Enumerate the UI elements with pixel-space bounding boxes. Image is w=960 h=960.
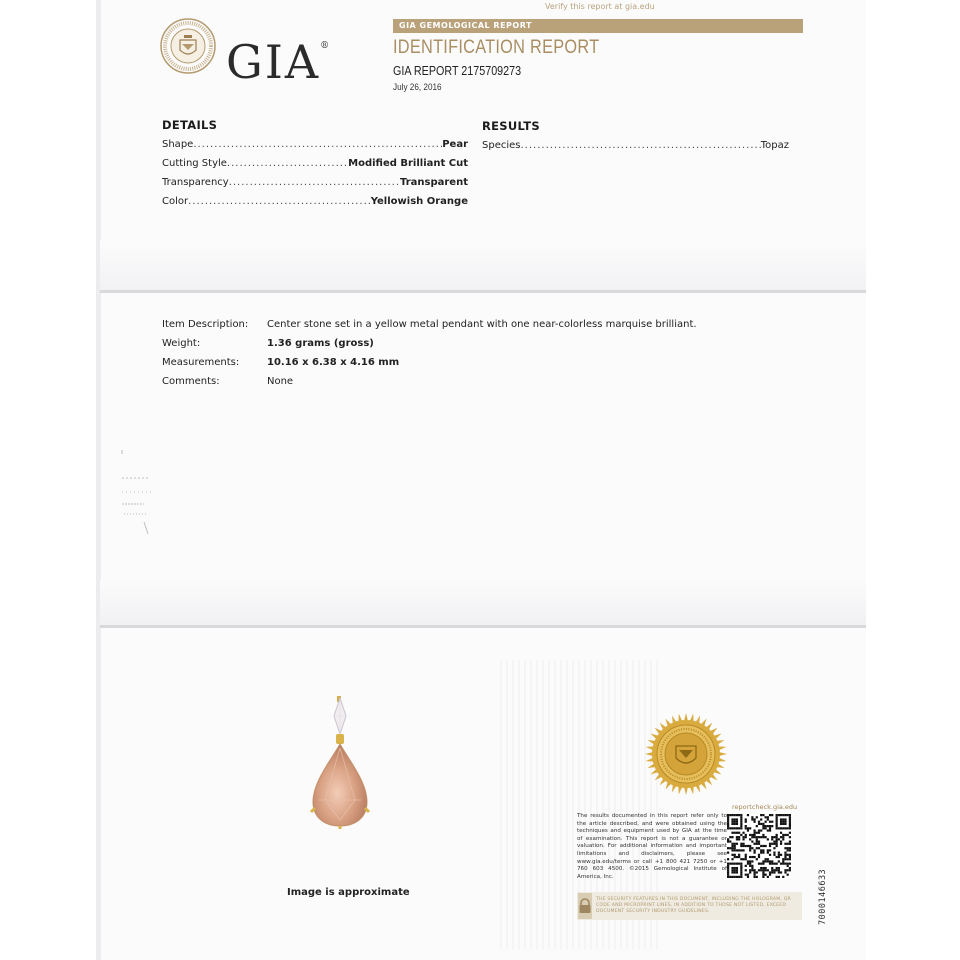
comments-value: None — [267, 376, 294, 387]
report-banner: GIA GEMOLOGICAL REPORT — [393, 19, 803, 33]
gold-seal-icon — [644, 712, 728, 796]
sheet-edge — [96, 0, 101, 960]
fold-line — [100, 290, 866, 293]
lock-icon — [578, 893, 592, 919]
serial-number: 7000146633 — [818, 868, 828, 925]
pendant-image — [305, 690, 375, 830]
gia-seal-icon — [160, 18, 216, 74]
result-row-species: Species ..... Topaz — [482, 140, 789, 151]
reportcheck-link[interactable]: reportcheck.gia.edu — [732, 803, 798, 811]
details-heading: DETAILS — [162, 118, 218, 132]
security-notice — [577, 892, 802, 920]
weight-label: Weight: — [162, 338, 201, 349]
image-caption: Image is approximate — [287, 887, 410, 898]
security-text: THE SECURITY FEATURES IN THIS DOCUMENT, INCLUDING THE HOLOGRAM, QR CODE AND MICROPRINT LINES, IN ADDITION TO THOSE NOT LISTED, EXCEED DOCUMENT SECURITY INDUSTRY GUIDELINES. — [596, 897, 791, 914]
verify-link[interactable]: Verify this report at gia.edu — [545, 2, 655, 11]
fold-line — [100, 625, 866, 628]
results-heading: RESULTS — [482, 119, 540, 133]
disclaimer-text: The results documented in this report refer only to the article described, and were obtained using the techniques and equipment used by GIA at the time of examination. This report is not a guarantee or valuation. For additional information and important limitations and disclaimers, please see www.gia.edu/terms or call +1 800 421 7250 or +1 760 603 4500. ©2015 Gemological Institute of America, Inc. — [577, 813, 727, 880]
qr-code-icon[interactable] — [727, 814, 791, 878]
item-description-value: Center stone set in a yellow metal pendant with one near-colorless marquise brilliant. — [267, 319, 697, 330]
fold-shade — [100, 580, 866, 625]
detail-row-cutting-style: Cutting Style ..... Modified Brilliant Cut — [162, 158, 468, 169]
report-date: July 26, 2016 — [393, 82, 442, 93]
report-number: GIA REPORT 2175709273 — [393, 64, 522, 78]
scan-artifact — [118, 448, 158, 538]
gia-logo: GIA® — [226, 35, 330, 89]
detail-row-transparency: Transparency ..... Transparent — [162, 177, 468, 188]
comments-label: Comments: — [162, 376, 220, 387]
detail-row-color: Color ..... Yellowish Orange — [162, 196, 468, 207]
detail-row-shape: Shape ..... Pear — [162, 139, 468, 150]
fold-shade — [100, 240, 866, 290]
measurements-label: Measurements: — [162, 357, 240, 368]
item-description-label: Item Description: — [162, 319, 249, 330]
measurements-value: 10.16 x 6.38 x 4.16 mm — [267, 357, 400, 368]
weight-value: 1.36 grams (gross) — [267, 338, 374, 349]
report-title: IDENTIFICATION REPORT — [393, 37, 600, 58]
